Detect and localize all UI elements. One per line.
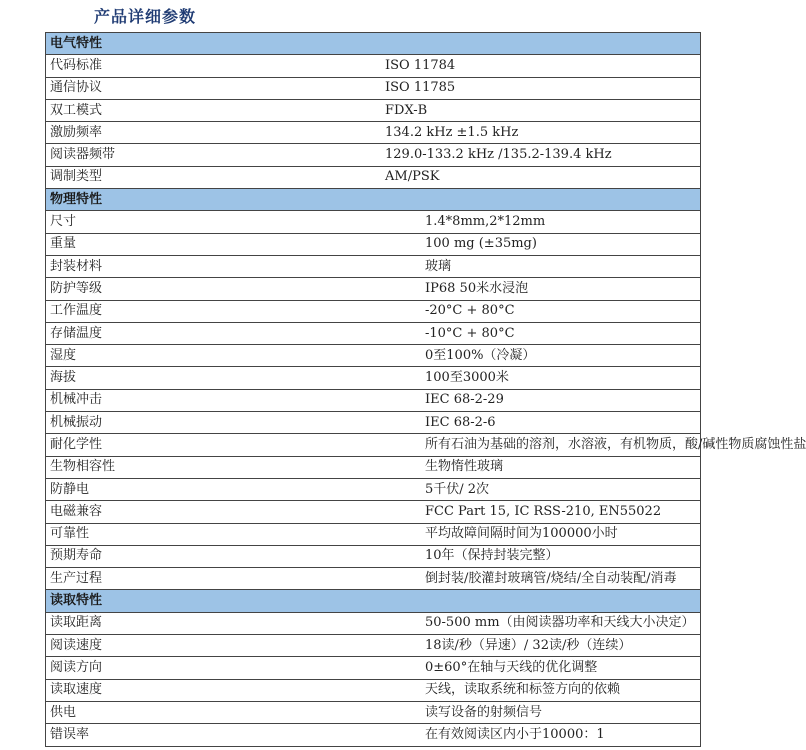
spec-row bbox=[46, 255, 701, 277]
spec-value: IEC 68-2-29 bbox=[373, 389, 701, 411]
spec-value: IP68 50米水浸泡 bbox=[373, 278, 701, 300]
spec-row bbox=[46, 657, 701, 679]
spec-row bbox=[46, 412, 701, 434]
spec-label: 湿度 bbox=[46, 345, 374, 367]
spec-label: 存储温度 bbox=[46, 322, 374, 344]
spec-label: 尺寸 bbox=[46, 211, 374, 233]
spec-value: -20°C + 80°C bbox=[373, 300, 701, 322]
spec-row bbox=[46, 278, 701, 300]
spec-row bbox=[46, 456, 701, 478]
spec-value: 50-500 mm（由阅读器功率和天线大小决定） bbox=[373, 612, 701, 634]
spec-label: 激励频率 bbox=[46, 122, 374, 144]
spec-value: 5千伏/ 2次 bbox=[373, 478, 701, 500]
section-physical bbox=[46, 189, 806, 590]
spec-label: 机械振动 bbox=[46, 412, 374, 434]
spec-label: 重量 bbox=[46, 233, 374, 255]
spec-row bbox=[46, 55, 701, 77]
spec-row bbox=[46, 545, 701, 567]
spec-label: 代码标准 bbox=[46, 55, 374, 77]
spec-value: 所有石油为基础的溶剂，水溶液，有机物质，酸/碱性物质腐蚀性盐 bbox=[373, 434, 701, 456]
section-title: 读取特性 bbox=[46, 590, 701, 612]
spec-table bbox=[45, 32, 806, 747]
spec-value: 18读/秒（异速）/ 32读/秒（连续） bbox=[373, 635, 701, 657]
spec-value: 10年（保持封装完整） bbox=[373, 545, 701, 567]
spec-value: 天线，读取系统和标签方向的依赖 bbox=[373, 679, 701, 701]
spec-value: IEC 68-2-6 bbox=[373, 412, 701, 434]
spec-row bbox=[46, 389, 701, 411]
spec-value: 读写设备的射频信号 bbox=[373, 701, 701, 723]
spec-label: 阅读器频带 bbox=[46, 144, 374, 166]
spec-row bbox=[46, 233, 701, 255]
spec-value: 在有效阅读区内小于10000：1 bbox=[373, 724, 701, 746]
spec-label: 电磁兼容 bbox=[46, 501, 374, 523]
spec-value: ISO 11785 bbox=[373, 77, 701, 99]
spec-label: 防静电 bbox=[46, 478, 374, 500]
spec-row bbox=[46, 501, 701, 523]
spec-row bbox=[46, 144, 701, 166]
spec-row bbox=[46, 211, 701, 233]
page-title: 产品详细参数 bbox=[94, 7, 197, 26]
spec-label: 阅读方向 bbox=[46, 657, 374, 679]
spec-value: AM/PSK bbox=[373, 166, 701, 188]
spec-label: 错误率 bbox=[46, 724, 374, 746]
spec-value: 100至3000米 bbox=[373, 367, 701, 389]
spec-label: 供电 bbox=[46, 701, 374, 723]
spec-value: FDX-B bbox=[373, 99, 701, 121]
section-electrical bbox=[46, 33, 701, 189]
spec-value: 平均故障间隔时间为100000小时 bbox=[373, 523, 701, 545]
spec-row bbox=[46, 612, 701, 634]
spec-value: 129.0-133.2 kHz /135.2-139.4 kHz bbox=[373, 144, 701, 166]
spec-label: 海拔 bbox=[46, 367, 374, 389]
spec-value: 134.2 kHz ±1.5 kHz bbox=[373, 122, 701, 144]
spec-label: 工作温度 bbox=[46, 300, 374, 322]
spec-row bbox=[46, 300, 701, 322]
section-title: 物理特性 bbox=[46, 189, 701, 211]
spec-value: 1.4*8mm,2*12mm bbox=[373, 211, 701, 233]
spec-row bbox=[46, 724, 701, 746]
spec-row bbox=[46, 568, 701, 590]
spec-label: 耐化学性 bbox=[46, 434, 374, 456]
section-reading bbox=[46, 590, 701, 746]
spec-row bbox=[46, 701, 701, 723]
spec-value: 100 mg (±35mg) bbox=[373, 233, 701, 255]
section-title: 电气特性 bbox=[46, 33, 701, 55]
section-header bbox=[46, 189, 701, 211]
spec-row bbox=[46, 77, 701, 99]
spec-label: 预期寿命 bbox=[46, 545, 374, 567]
spec-label: 双工模式 bbox=[46, 99, 374, 121]
spec-row bbox=[46, 322, 701, 344]
spec-row bbox=[46, 434, 701, 456]
spec-label: 阅读速度 bbox=[46, 635, 374, 657]
spec-label: 通信协议 bbox=[46, 77, 374, 99]
spec-value: -10°C + 80°C bbox=[373, 322, 701, 344]
section-header bbox=[46, 590, 701, 612]
spec-label: 可靠性 bbox=[46, 523, 374, 545]
section-header bbox=[46, 33, 701, 55]
spec-label: 防护等级 bbox=[46, 278, 374, 300]
spec-label: 读取距离 bbox=[46, 612, 374, 634]
spec-label: 读取速度 bbox=[46, 679, 374, 701]
spec-label: 调制类型 bbox=[46, 166, 374, 188]
spec-value: FCC Part 15, IC RSS-210, EN55022 bbox=[373, 501, 701, 523]
spec-row bbox=[46, 635, 701, 657]
spec-label: 生物相容性 bbox=[46, 456, 374, 478]
spec-row bbox=[46, 122, 701, 144]
spec-value: 玻璃 bbox=[373, 255, 701, 277]
spec-label: 机械冲击 bbox=[46, 389, 374, 411]
spec-row bbox=[46, 367, 701, 389]
spec-value: 倒封装/胶灌封玻璃管/烧结/全自动装配/消毒 bbox=[373, 568, 701, 590]
spec-value: 生物惰性玻璃 bbox=[373, 456, 701, 478]
spec-value: 0±60°在轴与天线的优化调整 bbox=[373, 657, 701, 679]
spec-row bbox=[46, 478, 701, 500]
spec-label: 生产过程 bbox=[46, 568, 374, 590]
spec-value: ISO 11784 bbox=[373, 55, 701, 77]
spec-label: 封装材料 bbox=[46, 255, 374, 277]
spec-value: 0至100%（冷凝） bbox=[373, 345, 701, 367]
spec-row bbox=[46, 166, 701, 188]
spec-row bbox=[46, 345, 701, 367]
spec-row bbox=[46, 523, 701, 545]
spec-row bbox=[46, 679, 701, 701]
spec-row bbox=[46, 99, 701, 121]
